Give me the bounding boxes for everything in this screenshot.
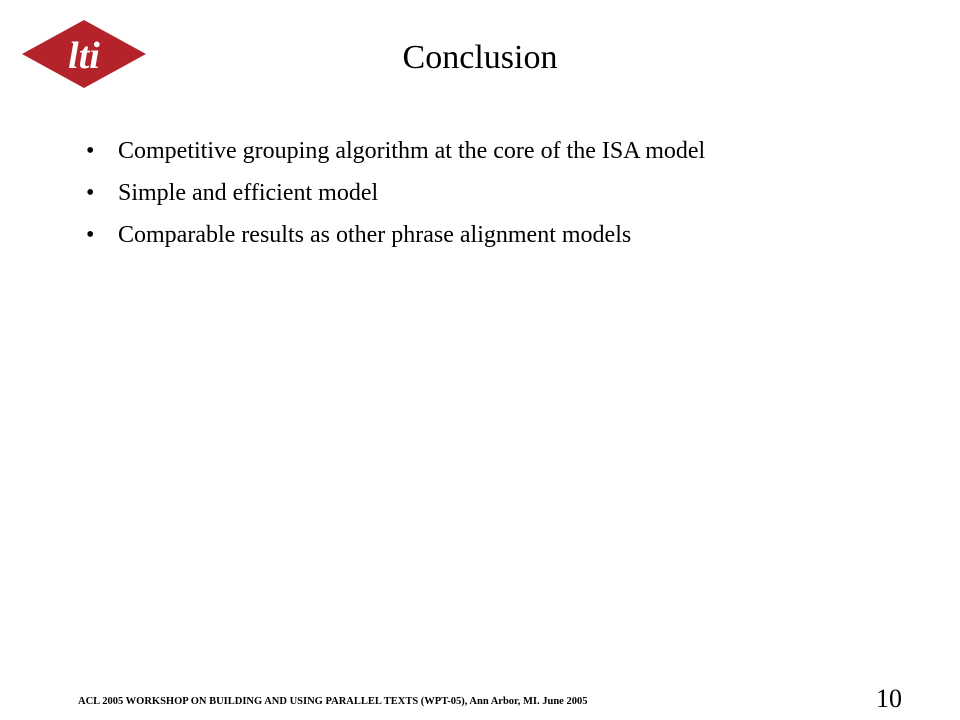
bullet-text: Competitive grouping algorithm at the core of the ISA model: [118, 138, 706, 164]
logo-text: lti: [68, 35, 100, 77]
bullet-item: [86, 220, 705, 250]
page-number: 10: [876, 684, 902, 713]
bullet-item: [86, 136, 705, 166]
bullet-dot: •: [86, 222, 95, 248]
bullet-text: Simple and efficient model: [118, 180, 379, 206]
bullet-text: Comparable results as other phrase alignment models: [118, 222, 632, 248]
slide-title: Conclusion: [402, 39, 558, 76]
footer-citation: ACL 2005 WORKSHOP ON BUILDING AND USING PARALLEL TEXTS (WPT-05), Ann Arbor, MI. June 2005: [78, 696, 588, 707]
bullet-dot: •: [86, 138, 95, 164]
bullet-list: [86, 136, 705, 262]
bullet-item: [86, 178, 705, 208]
bullet-dot: •: [86, 180, 95, 206]
